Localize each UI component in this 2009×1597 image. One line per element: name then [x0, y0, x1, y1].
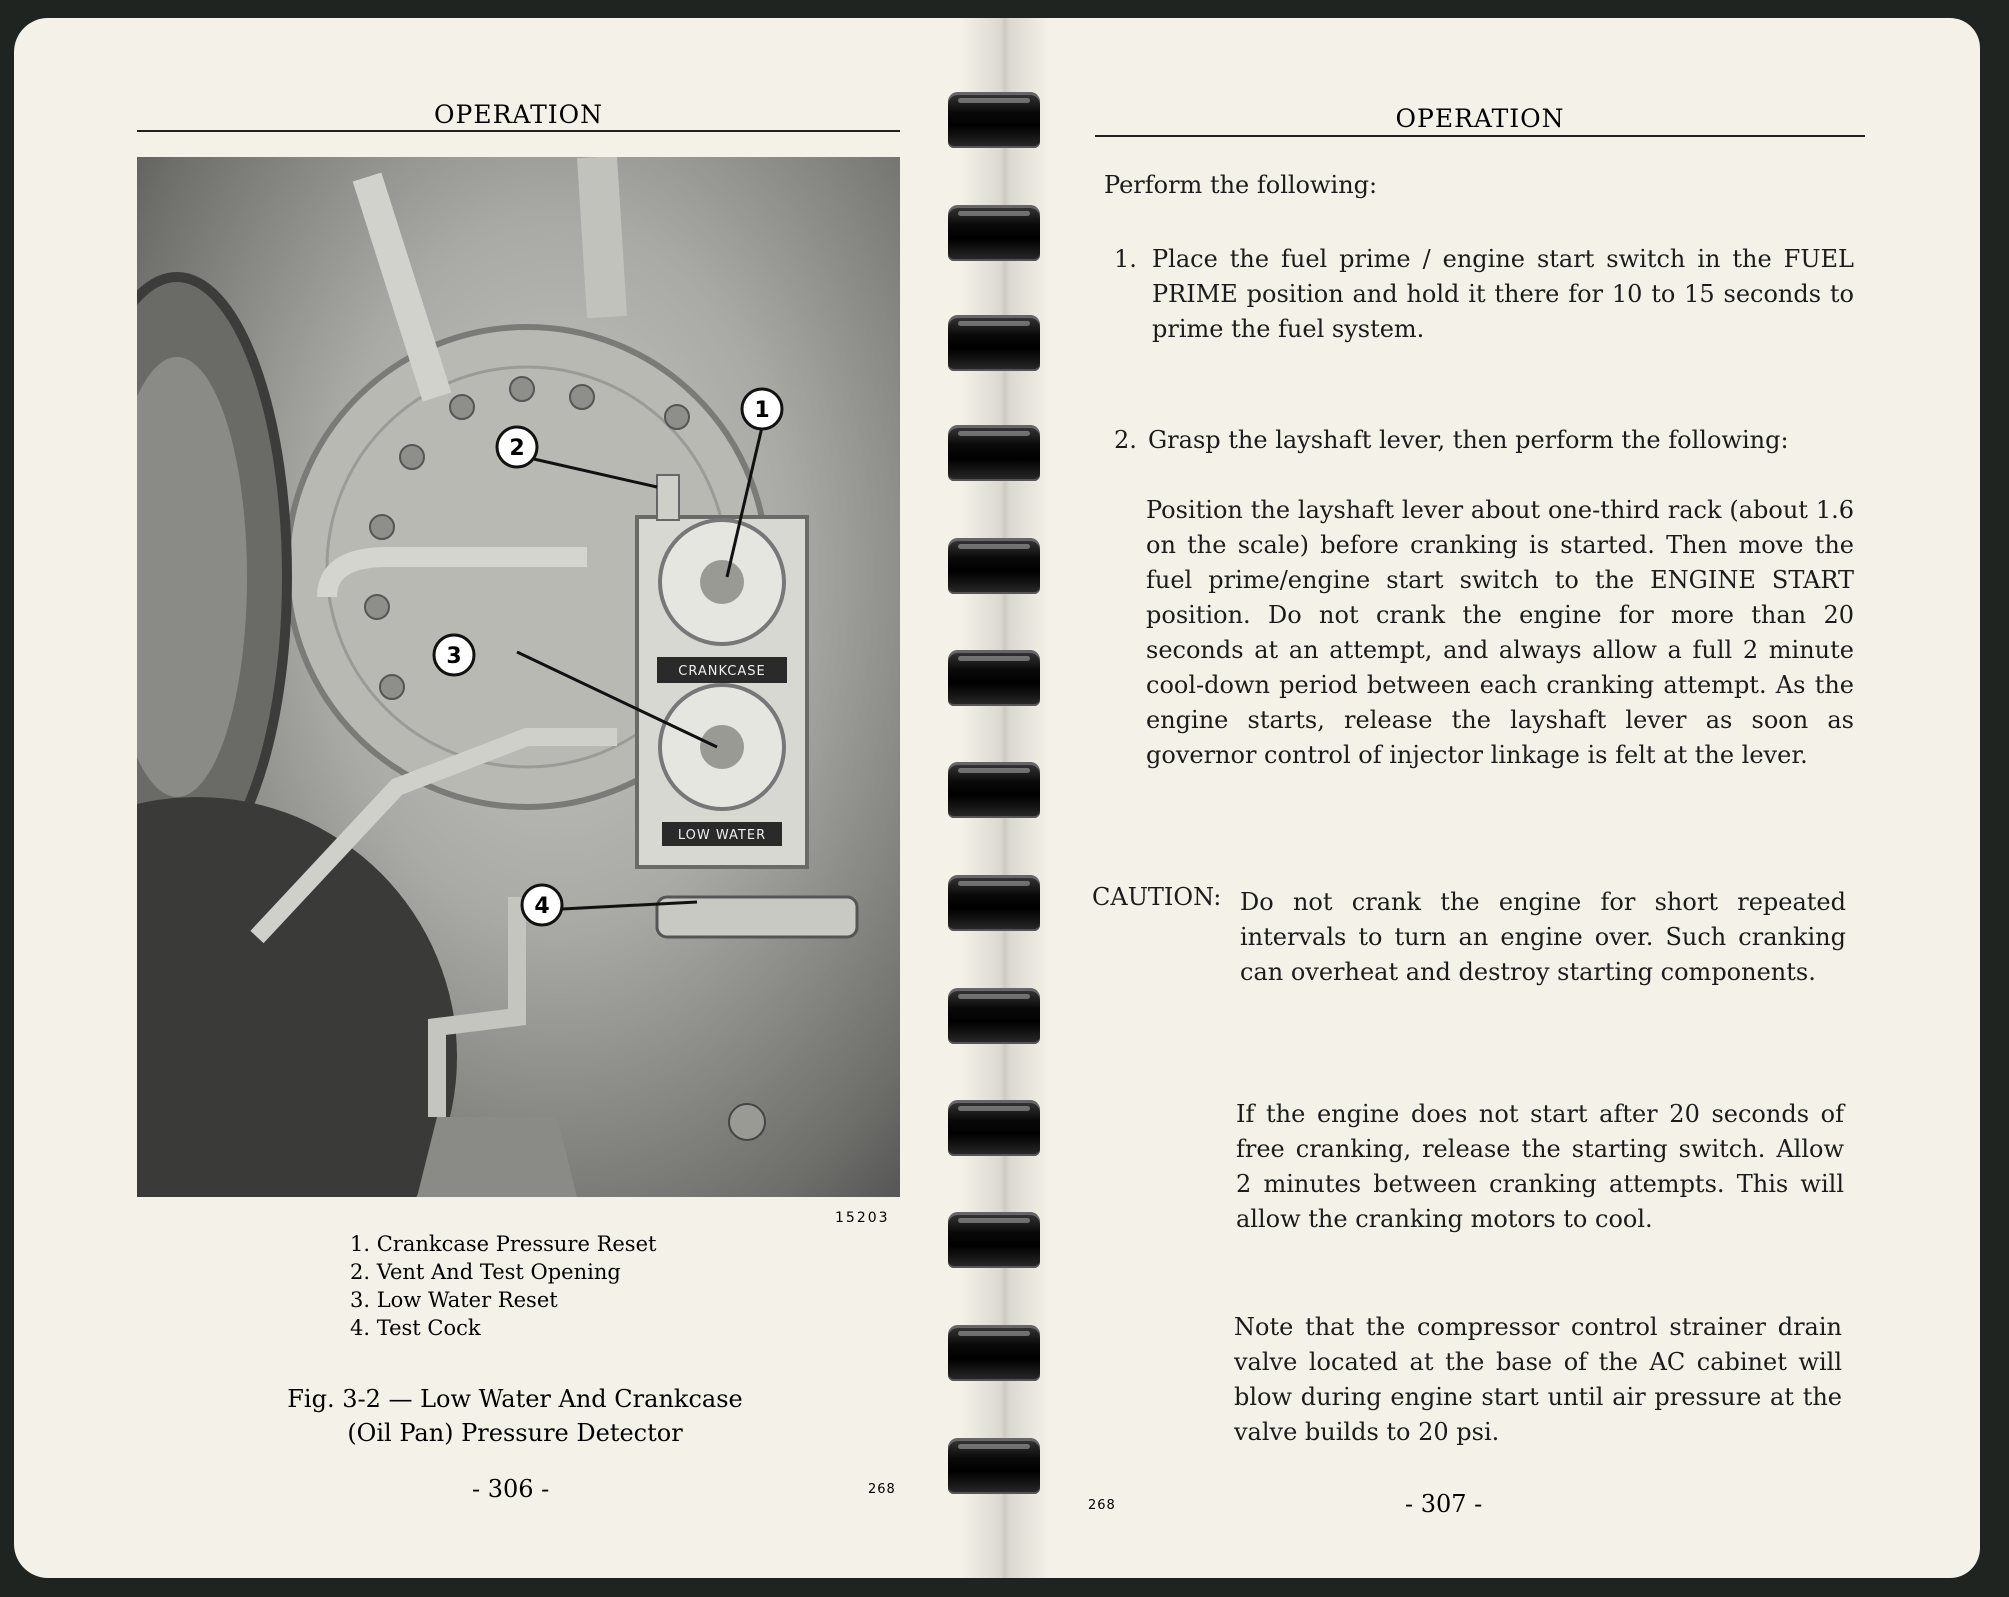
binding-ring	[948, 315, 1040, 371]
caption-line-2: (Oil Pan) Pressure Detector	[347, 1419, 683, 1447]
step-2-text: Grasp the layshaft lever, then perform the following:	[1148, 426, 1789, 454]
legend-item: 4. Test Cock	[350, 1316, 481, 1340]
right-small-number: 268	[1088, 1498, 1116, 1513]
caption-line-1: Fig. 3-2 — Low Water And Crankcase	[287, 1385, 743, 1413]
step-2-number: 2.	[1114, 426, 1137, 454]
photo-id-number: 15203	[835, 1210, 890, 1226]
lower-housing	[137, 797, 457, 1197]
no-start-text: If the engine does not start after 20 seconds of free cranking, release the starting switch. Allow 2 minutes between cranking attempts. This will allow the cranking motors to cool.	[1236, 1100, 1844, 1233]
binding-ring	[948, 1325, 1040, 1381]
legend-item: 3. Low Water Reset	[350, 1288, 558, 1312]
step-1-number: 1.	[1114, 245, 1137, 273]
callout-4	[522, 885, 562, 925]
figure-legend	[350, 1230, 656, 1342]
binding-ring	[948, 1438, 1040, 1494]
binding-ring	[948, 1212, 1040, 1268]
crankcase-reset-center	[700, 560, 744, 604]
svg-text:2: 2	[509, 436, 525, 461]
callout-2	[497, 427, 537, 467]
left-small-number: 268	[868, 1482, 896, 1497]
engine-photo-illustration	[137, 157, 900, 1197]
binding-ring	[948, 538, 1040, 594]
note-text: Note that the compressor control strainer drain valve located at the base of the AC cabinet will blow during engine start until air pressure at the valve builds to 20 psi.	[1234, 1313, 1842, 1446]
binding-ring	[948, 1100, 1040, 1156]
svg-text:4: 4	[534, 894, 550, 919]
step-2-detail: Position the layshaft lever about one-third rack (about 1.6 on the scale) before cranking is started. Then move the fuel prime/engine start switch to the ENGINE START position. Do not crank the engine for more than 20 seconds at an attempt, and always allow a full 2 minute cool-down period between each cranking attempt. As the engine starts, release the layshaft lever as soon as governor control of injector linkage is felt at the lever.	[1146, 496, 1854, 769]
crankcase-plate-label: CRANKCASE	[678, 664, 766, 679]
left-header-rule	[137, 130, 900, 132]
upper-rod	[597, 157, 607, 317]
intro-text: Perform the following:	[1104, 171, 1378, 199]
caution-text: Do not crank the engine for short repeated intervals to turn an engine over. Such cranking can overheat and destroy starting components.	[1240, 888, 1846, 986]
right-page-number: - 307 -	[1405, 1490, 1483, 1518]
figure-caption	[250, 1382, 780, 1450]
binding-ring	[948, 988, 1040, 1044]
right-page-header: OPERATION	[1395, 104, 1565, 133]
low-water-plate-label: LOW WATER	[677, 828, 767, 843]
low-water-reset-center	[700, 725, 744, 769]
callout-1	[742, 389, 782, 429]
vent-opening	[657, 475, 679, 520]
binding-ring	[948, 205, 1040, 261]
legend-item: 2. Vent And Test Opening	[350, 1260, 621, 1284]
binding-ring	[948, 92, 1040, 148]
callout-3	[434, 635, 474, 675]
engine-photo	[137, 157, 900, 1197]
step-1-text: Place the fuel prime / engine start switch in the FUEL PRIME position and hold it there for 10 to 15 seconds to prime the fuel system.	[1152, 245, 1854, 343]
base-bolt	[729, 1104, 765, 1140]
base-mount	[417, 1117, 577, 1197]
right-header-rule	[1095, 135, 1865, 137]
binding-ring	[948, 875, 1040, 931]
legend-item: 1. Crankcase Pressure Reset	[350, 1232, 657, 1256]
left-page-header: OPERATION	[434, 100, 603, 129]
binding-ring	[948, 762, 1040, 818]
left-page-number: - 306 -	[472, 1475, 550, 1503]
binding-ring	[948, 650, 1040, 706]
caution-label: CAUTION:	[1092, 883, 1222, 911]
svg-text:1: 1	[754, 398, 770, 423]
binding-ring	[948, 425, 1040, 481]
svg-text:3: 3	[446, 644, 462, 669]
